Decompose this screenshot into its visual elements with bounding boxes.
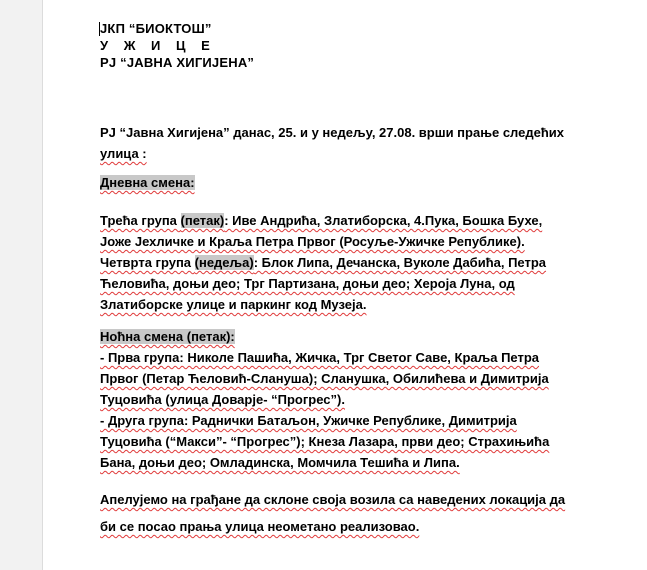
group3-label: Трећа група xyxy=(100,213,181,228)
document-header xyxy=(100,20,620,71)
group1-line-2: Првог (Петар Ћеловић-Слануша); Сланушка, Обилићева и Димитрија xyxy=(100,371,549,386)
group4-label: Четврта група xyxy=(100,255,195,270)
group4-day: (недеља) xyxy=(194,255,254,270)
group3-streets-1: : Иве Андрића, Златиборска, 4.Пука, Бошка Бухе, xyxy=(224,213,543,228)
group3-line-1 xyxy=(100,210,620,231)
group3-streets-2: Јоже Јехличке и Краља Петра Првог (Росуље-Ужичке Републике). xyxy=(100,234,525,249)
day-shift-heading xyxy=(100,172,620,193)
day-shift-title: Дневна смена: xyxy=(100,175,195,190)
unit-name: РЈ “ЈАВНА ХИГИЈЕНА” xyxy=(100,55,255,70)
intro-line-2: улица : xyxy=(100,146,147,161)
group1-line-1: - Прва група: Николе Пашића, Жичка, Трг Светог Саве, Краља Петра xyxy=(100,350,540,365)
intro-paragraph xyxy=(100,122,620,164)
group4-streets-3: Златиборске улице и паркинг код Музеја. xyxy=(100,297,367,312)
closing-line-1: Апелујемо на грађане да склоне своја возила са наведених локација да xyxy=(100,492,566,507)
group3-day: (петак) xyxy=(180,213,225,228)
group2-line-1: - Друга група: Раднички Батаљон, Ужичке Републике, Димитрија xyxy=(100,413,517,428)
night-shift-paragraph xyxy=(100,347,620,473)
group4-streets-2: Ћеловића, доњи део; Трг Партизана, доњи део; Хероја Луна, од xyxy=(100,276,515,291)
group4-line-1 xyxy=(100,252,620,273)
group4-streets-1: : Блок Липа, Дечанска, Вуколе Дабића, Петра xyxy=(253,255,547,270)
night-shift-title: Ноћна смена (петак): xyxy=(100,329,235,344)
intro-line-1: РЈ “Јавна Хигијена” данас, 25. и у недељу, 27.08. врши прање следећих xyxy=(100,125,565,140)
city-name: У Ж И Ц Е xyxy=(100,38,216,53)
group2-line-2: Туцовића (“Макси”- “Прогрес”); Кнеза Лазара, први део; Страхињића xyxy=(100,434,550,449)
night-shift-heading xyxy=(100,326,620,347)
company-name: ЈКП “БИОКТОШ” xyxy=(100,21,212,36)
closing-line-2: би се посао прања улица неометано реализовао. xyxy=(100,519,420,534)
group1-line-3: Туцовића (улица Доварје- “Прогрес”). xyxy=(100,392,345,407)
day-shift-paragraph xyxy=(100,210,620,315)
page-margin xyxy=(0,0,43,570)
group2-line-3: Бана, доњи део; Омладинска, Момчила Тешића и Липа. xyxy=(100,455,460,470)
closing-paragraph xyxy=(100,486,620,540)
